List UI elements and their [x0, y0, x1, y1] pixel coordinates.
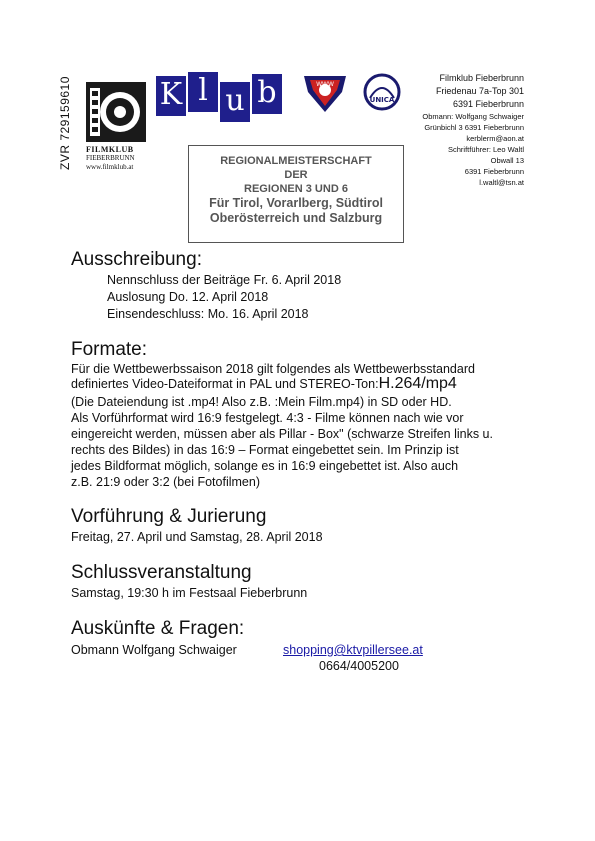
contact-phone: 0664/4005200	[319, 659, 399, 673]
formate-line: jedes Bildformat möglich, solange es in 16:9 eingebettet ist. Also auch	[71, 459, 459, 473]
address-line: Obwall 13	[490, 156, 524, 165]
title-line: REGIONALMEISTERSCHAFT	[220, 155, 372, 167]
heading-vorfuehrung: Vorführung & Jurierung	[71, 506, 267, 527]
formate-text: definiertes Video-Dateiformat in PAL und STEREO-Ton:	[71, 377, 379, 391]
logo-name: FILMKLUB	[86, 145, 134, 154]
schluss-text: Samstag, 19:30 h im Festsaal Fieberbrunn	[71, 586, 308, 600]
vorfuehrung-text: Freitag, 27. April und Samstag, 28. April 2018	[71, 530, 323, 544]
eagle-emblem-icon	[302, 74, 348, 114]
title-line: Oberösterreich und Salzburg	[209, 211, 383, 225]
formate-line	[71, 376, 457, 392]
address-line: 6391 Fieberbrunn	[452, 99, 524, 109]
formate-line: Als Vorführformat wird 16:9 festgelegt. 4:3 - Filme können nach wie vor	[71, 411, 464, 425]
format-highlight: H.264/mp4	[378, 375, 457, 392]
formate-line: (Die Dateiendung ist .mp4! Also z.B. :Mein Film.mp4) in SD oder HD.	[71, 395, 452, 409]
logo-url: www.filmklub.at	[86, 163, 134, 171]
deadline-line: Einsendeschluss: Mo. 16. April 2018	[107, 307, 309, 321]
formate-line: eingereicht werden, müssen aber als Pillar - Box" (schwarze Streifen links u.	[71, 427, 493, 441]
formate-line: z.B. 21:9 oder 3:2 (bei Fotofilmen)	[71, 475, 260, 489]
address-line: Friedenau 7a-Top 301	[435, 86, 524, 96]
title-line: Für Tirol, Vorarlberg, Südtirol	[209, 196, 383, 210]
heading-schlussveranstaltung: Schlussveranstaltung	[71, 562, 252, 583]
address-line: Grünbichl 3 6391 Fieberbrunn	[424, 123, 524, 132]
contact-email-link[interactable]: shopping@ktvpillersee.at	[283, 643, 423, 657]
heading-formate: Formate:	[71, 339, 148, 360]
championship-title-box	[188, 145, 404, 243]
svg-text:UNICA: UNICA	[369, 96, 395, 104]
title-line: DER	[284, 169, 308, 181]
title-line: REGIONEN 3 UND 6	[244, 183, 348, 195]
deadline-line: Auslosung Do. 12. April 2018	[107, 290, 269, 304]
address-line: Schriftführer: Leo Waltl	[448, 145, 524, 154]
zvr-number: ZVR 729159610	[58, 76, 72, 170]
heading-ausschreibung: Ausschreibung:	[71, 249, 202, 270]
address-line: 6391 Fieberbrunn	[464, 167, 524, 176]
address-line: Obmann: Wolfgang Schwaiger	[422, 112, 524, 121]
klub-letter: b	[252, 74, 282, 114]
address-line: kerblerm@aon.at	[466, 134, 524, 143]
klub-letter: K	[156, 76, 186, 116]
contact-name: Obmann Wolfgang Schwaiger	[71, 643, 237, 657]
heading-auskuenfte: Auskünfte & Fragen:	[71, 618, 245, 639]
club-address	[412, 72, 524, 188]
address-line: l.waltl@tsn.at	[479, 178, 524, 187]
klub-logo	[156, 73, 282, 122]
filmklub-logo	[86, 82, 146, 142]
address-line: Filmklub Fieberbrunn	[439, 73, 524, 83]
klub-letter: l	[188, 72, 218, 112]
deadline-line: Nennschluss der Beiträge Fr. 6. April 2018	[107, 273, 342, 287]
formate-line: rechts des Bildes) in das 16:9 – Format eingebettet sein. Im Prinzip ist	[71, 443, 459, 457]
logo-subtitle: FIEBERBRUNN	[86, 154, 135, 162]
unica-emblem-icon	[362, 72, 402, 112]
formate-line: Für die Wettbewerbssaison 2018 gilt folgendes als Wettbewerbsstandard	[71, 362, 475, 376]
svg-text:WWW: WWW	[316, 81, 334, 88]
klub-letter: u	[220, 82, 250, 122]
